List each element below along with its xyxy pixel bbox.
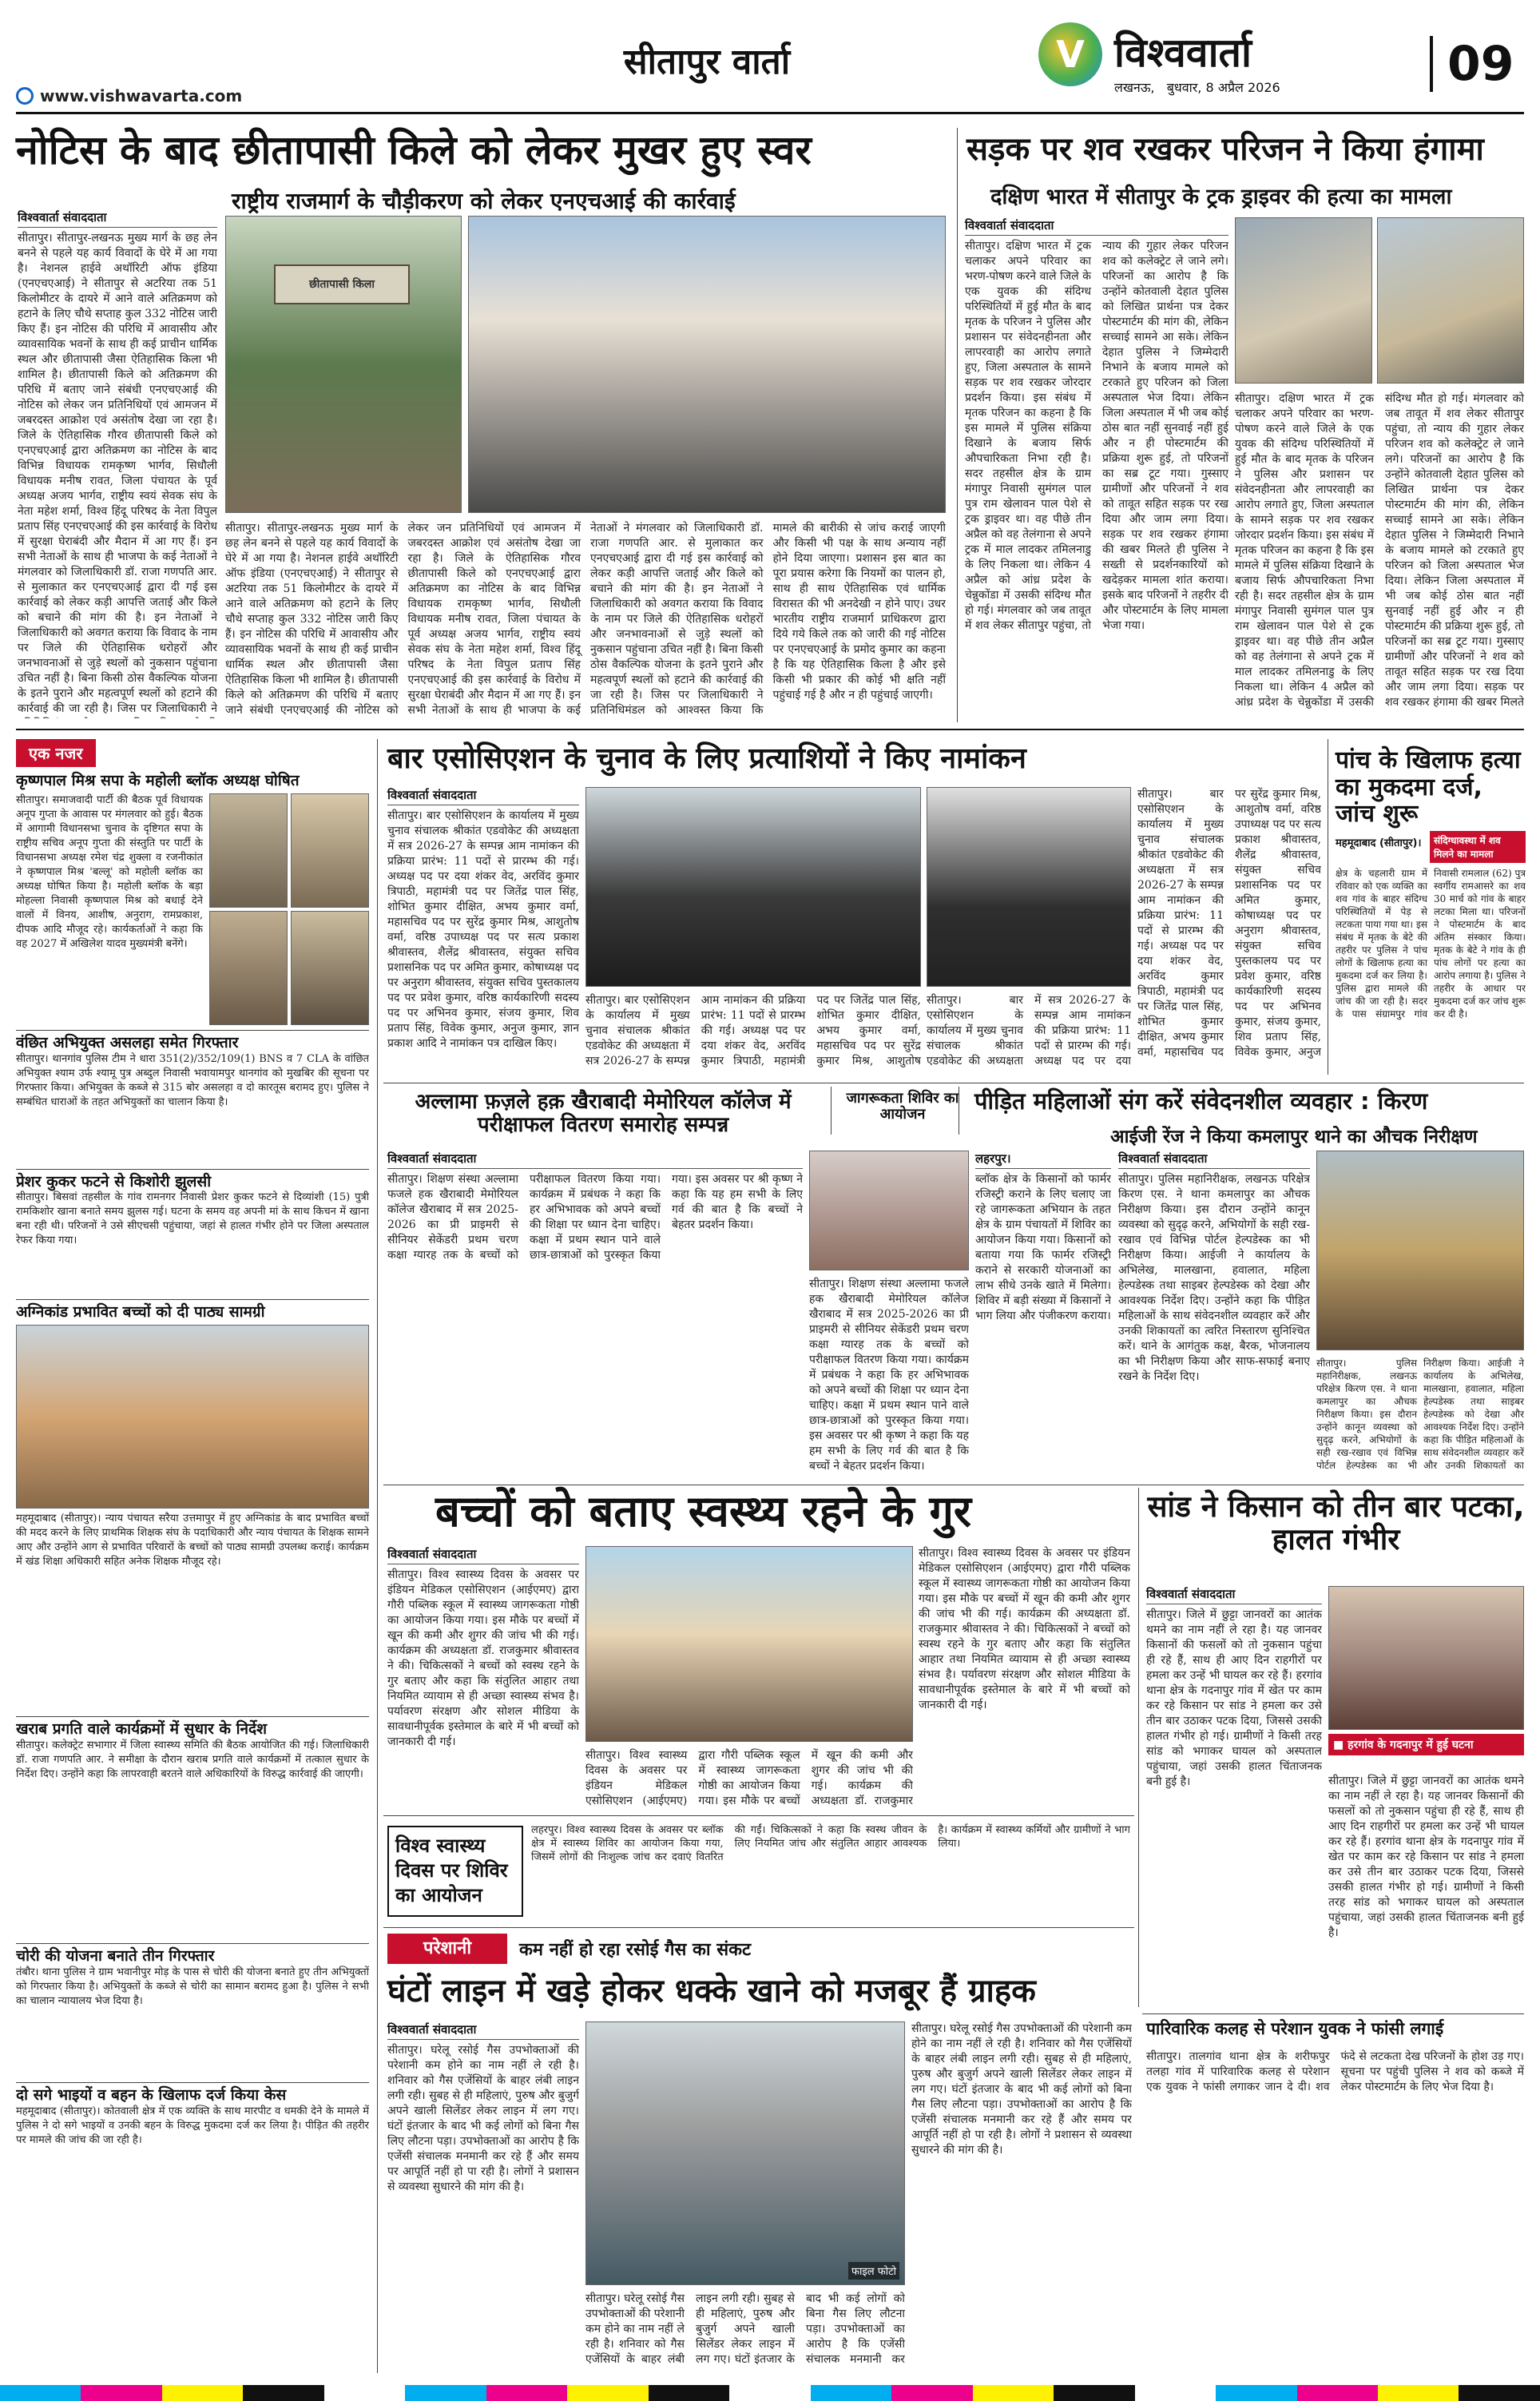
story7-byline: विश्ववार्ता संवाददाता [1118,1151,1310,1169]
story6-text [975,1151,1111,1478]
browser-e-icon [16,87,34,105]
story10-caption-text: हरगांव के गदनापुर में हुई घटना [1348,1739,1474,1751]
story5-body: सीतापुर। शिक्षण संस्था अल्लामा फजले हक खैराबादी मेमोरियल कॉलेज खैराबाद में सत्र 2025-2026 का प्री प्राइमरी से सीनियर सेकेंडरी प्रथम चरण कक्षा ग्यारह तक के बच्चों को परीक्षाफल वितरण किया गया। कार्यक्रम में प्रबंधक ने कहा कि हर अभिभावक को अपने बच्चों की शिक्षा पर ध्यान देना चाहिए। कक्षा में प्रथम स्थान पाने वाले छात्र-छात्राओं को पुरस्कृत किया गया। इस अवसर पर श्री कृष्ण ने कहा कि यह हम सभी के लिए गर्व की बात है कि बच्चों ने बेहतर प्रदर्शन किया। [387,1173,803,1262]
story1-text-left [18,209,217,721]
story12-body-right: सीतापुर। घरेलू रसोई गैस उपभोक्ताओं की परेशानी कम होने का नाम नहीं ले रही है। शनिवार को गैस एजेंसियों के बाहर लंबी लाइन लगी रही। सुबह से ही महिलाएं, पुरुष और बुजुर्ग अपने खाली सिलेंडर लेकर लाइन में लग गए। घंटों इंतजार के बाद भी कई लोगों को बिना गैस लिए लौटना पड़ा। उपभोक्ताओं का आरोप है कि एजेंसी संचालक मनमानी कर रहे हैं और समय पर आपूर्ति नहीं हो पा रही है। लोगों ने प्रशासन से व्यवस्था सुधारने की मांग की है। [911,2022,1132,2157]
story7-body: सीतापुर। पुलिस महानिरीक्षक, लखनऊ परिक्षेत्र किरण एस. ने थाना कमलापुर का औचक निरीक्षण किया। इस दौरान उन्होंने कानून व्यवस्था को सुदृढ़ करने, अभियोगों के सही रख-रखाव एवं विभिन्न पोर्टल हेल्पडेस्क का भी निरीक्षण किया। आईजी ने कार्यालय के अभिलेख, मालखाना, हवालात, महिला हेल्पडेस्क तथा साइबर हेल्पडेस्क को देखा और आवश्यक निर्देश दिए। उन्होंने कहा कि पीड़ित महिलाओं के साथ संवेदनशील व्यवहार करें और उनकी शिकायतों का त्वरित निस्तारण सुनिश्चित करें। थाने के आगंतुक कक्ष, बैरक, भोजनालय का भी निरीक्षण किया और साफ-सफाई बनाए रखने के निर्देश दिए। [1118,1173,1310,1383]
story5-byline: विश्ववार्ता संवाददाता [387,1151,803,1169]
sidebar-item [16,2086,369,2256]
page-number: 09 [1430,36,1518,92]
sidebar-item-title: खराब प्रगति वाले कार्यक्रमों में सुधार के निर्देश [16,1720,268,1739]
story12-byline: विश्ववार्ता संवाददाता [387,2021,579,2040]
story3-body-bottom: सीतापुर। बार एसोसिएशन के कार्यालय में मुख्य चुनाव संचालक श्रीकांत एडवोकेट की अध्यक्षता में सत्र 2026-27 के सम्पन्न आम नामांकन की प्रक्रिया प्रारंभ: 11 पदों से प्रारम्भ की गई। अध्यक्ष पद पर दया शंकर वेद, अरविंद कुमार त्रिपाठी, महामंत्री पद पर जितेंद्र पाल सिंह, शोभित कुमार दीक्षित, अभय कुमार वर्मा, महासचिव पद पर सुरेंद्र कुमार मिश्र, आशुतोष [585,994,921,1067]
story5-body-right: सीतापुर। शिक्षण संस्था अल्लामा फजले हक खैराबादी मेमोरियल कॉलेज खैराबाद में सत्र 2025-2026 का प्री प्राइमरी से सीनियर सेकेंडरी प्रथम चरण कक्षा ग्यारह तक के बच्चों को परीक्षाफल वितरण किया गया। कार्यक्रम में प्रबंधक ने कहा कि हर अभिभावक को अपने बच्चों की शिक्षा पर ध्यान देना चाहिए। कक्षा में प्रथम स्थान पाने वाले छात्र-छात्राओं को पुरस्कृत किया गया। इस अवसर पर श्री कृष्ण ने कहा कि यह हम सभी के लिए गर्व की बात है कि बच्चों ने बेहतर प्रदर्शन किया। [809,1278,969,1473]
sidebar-item [16,1034,369,1164]
story3-headline: बार एसोसिएशन के चुनाव के लिए प्रत्याशियों ने किए नामांकन [387,742,1026,775]
sidebar-item-text: महमूदाबाद (सीतापुर)। न्याय पंचायत सरैया उत्तमापुर में हुए अग्निकांड के बाद प्रभावित बच्चों की मदद करने के लिए प्राथमिक शिक्षक संघ के पदाधिकारी और न्याय पंचायत के शिक्षक सामने आए और उन्होंने आग से प्रभावित परिवारों के बच्चों को पाठ्य सामग्री उपलब्ध कराई। कार्यक्रम में खंड शिक्षा अधिकारी सहित अनेक शिक्षक मौजूद रहे। [16,1513,369,1568]
sidebar-item-text: सीतापुर। बिसवां तहसील के गांव रामनगर निवासी प्रेशर कुकर फटने से दिव्यांशी (15) पुत्री रामकिशोर खाना बनाते समय झुलस गई। घटना के समय वह अपनी मां के साथ किचन में खाना बना रही थी। परिजनों ने उसे सीएचसी पहुंचाया, जहां से हालत गंभीर होने पर जिला अस्पताल रेफर किया गया। [16,1191,369,1247]
cmyk-bar [0,2385,1540,2401]
story7-body-right: सीतापुर। पुलिस महानिरीक्षक, लखनऊ परिक्षेत्र किरण एस. ने थाना कमलापुर का औचक निरीक्षण किया। इस दौरान उन्होंने कानून व्यवस्था को सुदृढ़ करने, अभियोगों के सही रख-रखाव एवं विभिन्न पोर्टल हेल्पडेस्क का भी निरीक्षण किया। आईजी ने कार्यालय के अभिलेख, मालखाना, हवालात, महिला हेल्पडेस्क तथा साइबर हेल्पडेस्क को देखा और आवश्यक निर्देश दिए। उन्होंने कहा कि पीड़ित महिलाओं के साथ संवेदनशील व्यवहार करें और उनकी शिकायतों का [1316,1358,1524,1471]
story7-headline: पीड़ित महिलाओं संग करें संवेदनशील व्यवहार : किरण [974,1087,1428,1115]
story2-text [965,217,1228,721]
story8-body-right: सीतापुर। विश्व स्वास्थ्य दिवस के अवसर पर इंडियन मेडिकल एसोसिएशन (आईएमए) द्वारा गौरी पब्लिक स्कूल में स्वास्थ्य जागरूकता गोष्ठी का आयोजन किया गया। इस मौके पर बच्चों में खून की कमी और शुगर की जांच भी की गई। कार्यक्रम की अध्यक्षता डॉ. राजकुमार श्रीवास्तव ने की। चिकित्सकों ने बच्चों को स्वस्थ रहने के गुर बताए और कहा कि संतुलित आहार तथा नियमित व्यायाम से ही अच्छा स्वास्थ्य संभव है। पर्यावरण संरक्षण और सोशल मीडिया के सावधानीपूर्वक इस्तेमाल के बारे में भी बच्चों को जानकारी दी गई। [919,1547,1130,1711]
story7-photo [1316,1151,1524,1350]
story10-byline: विश्ववार्ता संवाददाता [1146,1586,1322,1604]
story9-label: विश्व स्वास्थ्य दिवस पर शिविर का आयोजन [387,1826,523,1917]
story8-byline: विश्ववार्ता संवाददाता [387,1546,579,1564]
sidebar-item [16,1947,369,2077]
sidebar-item-title: दो सगे भाइयों व बहन के खिलाफ दर्ज किया केस [16,2085,287,2104]
story5-headline: अल्लामा फ़ज़ले हक़ खैराबादी मेमोरियल कॉलेज में परीक्षाफल वितरण समारोह सम्पन्न [415,1090,792,1138]
story8-body-bottom: सीतापुर। विश्व स्वास्थ्य दिवस के अवसर पर इंडियन मेडिकल एसोसिएशन (आईएमए) द्वारा गौरी पब्लिक स्कूल में स्वास्थ्य जागरूकता गोष्ठी का आयोजन किया गया। इस मौके पर बच्चों में खून की कमी और शुगर की जांच भी की गई। कार्यक्रम की अध्यक्षता डॉ. राजकुमार [585,1749,913,1807]
story10-caption [1328,1734,1524,1755]
story3-photo [585,787,921,987]
story7-subhead: आईजी रेंज ने किया कमलापुर थाने का औचक निरीक्षण [1110,1127,1478,1147]
story8-body: सीतापुर। विश्व स्वास्थ्य दिवस के अवसर पर इंडियन मेडिकल एसोसिएशन (आईएमए) द्वारा गौरी पब्लिक स्कूल में स्वास्थ्य जागरूकता गोष्ठी का आयोजन किया गया। इस मौके पर बच्चों में खून की कमी और शुगर की जांच भी की गई। कार्यक्रम की अध्यक्षता डॉ. राजकुमार श्रीवास्तव ने की। चिकित्सकों ने बच्चों को स्वस्थ रहने के गुर बताए और कहा कि संतुलित आहार तथा नियमित व्यायाम से ही अच्छा स्वास्थ्य संभव है। पर्यावरण संरक्षण और सोशल मीडिया के सावधानीपूर्वक इस्तेमाल के बारे में भी बच्चों को जानकारी दी गई। [387,1568,579,1748]
fort-sign: छीतापासी किला [274,264,410,304]
story8-photo [585,1546,913,1742]
story2-byline: विश्ववार्ता संवाददाता [965,217,1228,236]
story4-byline: महमूदाबाद (सीतापुर)। [1336,837,1422,849]
story6-byline: लहरपुर। [975,1151,1111,1169]
story6-headline: जागरूकता शिविर का आयोजन [846,1090,959,1123]
story11-headline: पारिवारिक कलह से परेशान युवक ने फांसी लगाई [1146,2019,1444,2038]
story7-text [1118,1151,1310,1478]
sidebar-item-title: प्रेशर कुकर फटने से किशोरी झुलसी [16,1172,212,1191]
story12-headline: घंटों लाइन में खड़े होकर धक्के खाने को मजबूर हैं ग्राहक [387,1973,1036,2009]
story10-text [1146,1586,1322,2009]
story3-byline: विश्ववार्ता संवाददाता [387,787,579,805]
sidebar-item [16,1173,369,1295]
story1-headline: नोटिस के बाद छीतापासी किले को लेकर मुखर हुए स्वर [16,127,812,173]
story3-photo-2 [927,787,1131,987]
caption-bullet-icon: ■ [1333,1739,1348,1751]
story10-headline: सांड ने किसान को तीन बार पटका, हालत गंभीर [1147,1489,1525,1557]
story2-photo-2 [1377,217,1524,384]
sidebar-item-title: कृष्णपाल मिश्र सपा के महोली ब्लॉक अध्यक्ष घोषित [16,772,300,789]
story5-text [387,1151,803,1478]
story12-body-bottom: सीतापुर। घरेलू रसोई गैस उपभोक्ताओं की परेशानी कम होने का नाम नहीं ले रही है। शनिवार को गैस एजेंसियों के बाहर लंबी लाइन लगी रही। सुबह से ही महिलाएं, पुरुष और बुजुर्ग अपने खाली सिलेंडर लेकर लाइन में लग गए। घंटों इंतजार के बाद भी कई लोगों को बिना गैस लिए लौटना पड़ा। उपभोक्ताओं का आरोप है कि एजेंसी संचालक मनमानी कर [585,2292,905,2366]
brand-logo: V [1038,22,1102,86]
story1-subhead: राष्ट्रीय राजमार्ग के चौड़ीकरण को लेकर एनएचआई की कार्रवाई [232,188,736,214]
story1-body-bottom: सीतापुर। सीतापुर-लखनऊ मुख्य मार्ग के छह लेन बनने से पहले यह कार्य विवादों के घेरे में आ गया है। नेशनल हाईवे अथॉरिटी ऑफ इंडिया (एनएचएआई) ने सीतापुर से अटरिया तक 51 किलोमीटर के दायरे में आने वाले अतिक्रमण को हटाने के लिए चौथे सप्ताह कुल 332 नोटिस जारी किए हैं। इन नोटिस की परिधि में आवासीय और व्यावसायिक भवनों के साथ ही कई प्राचीन धार्मिक स्थल और छीतापासी जैसा ऐतिहासिक किला भी शामिल है। छीतापासी किले को अतिक्रमण की परिधि में बताए जाने संबंधी एनएचएआई की नोटिस को लेकर जन प्रतिनिधियों एवं आमजन में जबरदस्त आक्रोश एवं असंतोष देखा जा रहा है। जिले के ऐतिहासिक गौरव छीतापासी किले को एनएचएआई द्वारा अतिक्रमण का नोटिस के बाद विभिन्न विधायक रामकृष्ण भार्गव, सिधौली विधायक मनीष रावत, जिला पंचायत के पूर्व अध्यक्ष अजय भार्गव, राष्ट्रीय स्वयं सेवक संघ के नेता महेश शर्मा, विश्व हिंदू परिषद के नेता विपुल प्रताप सिंह एनएचएआई की इस कार्रवाई के विरोध में सुरक्षा घेराबंदी और मैदान में आ गए हैं। इन सभी नेताओं के साथ ही भाजपा के कई नेताओं ने मंगलवार को जिलाधिकारी डॉ. राजा गणपति आर. से मुलाकात कर एनएचएआई द्वारा दी गई इस कार्रवाई को लेकर कड़ी आपत्ति जताई और किले को बचाने की मांग की है। इन नेताओं ने जिलाधिकारी को अवगत कराया कि विवाद के नाम पर जिले की ऐतिहासिक धरोहरों और जनभावनाओं से जुड़े स्थलों को नुकसान पहुंचाना उचित नहीं है। बिना किसी ठोस वैकल्पिक योजना के इतने पुराने और महत्वपूर्ण स्थलों को हटाने की कार्रवाई की जा रही है। जिस पर जिलाधिकारी ने प्रतिनिधिमंडल को आश्वस्त किया कि मामले की बारीकी से जांच कराई जाएगी और किसी भी पक्ष के साथ अन्याय नहीं होने दिया जाएगा। प्रशासन इस बात का पूरा प्रयास करेगा कि नियमों का पालन हो, साथ ही साथ ऐतिहासिक एवं धार्मिक विरासत की भी अनदेखी न होने पाए। उधर भारतीय राष्ट्रीय राजमार्ग प्राधिकरण द्वारा दिये गये किले तक को जारी की गई नोटिस पर एनएचएआई के प्रमोद कुमार का कहना है कि यह ऐतिहासिक किला है और इसे किसी भी प्रकार की कोई भी क्षति नहीं पहुंचाई गई है और न ही पहुंचाई जाएगी। [225,522,946,717]
story1-photo-fort [225,216,462,513]
story2-body: सीतापुर। दक्षिण भारत में ट्रक चलाकर अपने परिवार का भरण-पोषण करने वाले जिले के एक युवक की संदिग्ध परिस्थितियों में हुई मौत के बाद मृतक के परिजन ने पुलिस और प्रशासन पर संवेदनहीनता और लापरवाही का आरोप लगाते हुए, जिला अस्पताल के सामने सड़क पर शव रखकर जोरदार प्रदर्शन किया। इस संबंध में मृतक परिजन का कहना है कि इस मामले में पुलिस संक्रिया दिखाने के बजाय सिर्फ औपचारिकता निभा रही है। सदर तहसील क्षेत्र के ग्राम मंगापुर निवासी सुमंगल पाल पुत्र राम खेलावन पाल पेशे से ट्रक ड्राइवर था। वह पीछे तीन अप्रैल को वह तेलंगाना से अपने ट्रक में माल लादकर तमिलनाडु के लिए निकला था। लेकिन 4 अप्रैल को आंध्र प्रदेश के चेन्नुकोंडा में उसकी संदिग्ध मौत हो गई। मंगलवार को जब तावूत में शव लेकर सीतापुर पहुंचा, तो न्याय की गुहार लेकर परिजन शव को कलेक्ट्रेट ले जाने लगे। परिजनों का आरोप है कि उन्होंने कोतवाली देहात पुलिस को लिखित प्रार्थना पत्र देकर पोस्टमार्टम की मांग की, लेकिन सच्चाई सामने आ सके। लेकिन देहात पुलिस ने जिम्मेदारी निभाने के बजाय मामले को टरकाते हुए परिजन को जिला अस्पताल भेज दिया। लेकिन जिला अस्पताल में भी जब कोई ठोस बात नहीं सुनवाई नहीं हुई और न ही पोस्टमार्टम की प्रक्रिया शुरू हुई, तो परिजनों का सब्र टूट गया। गुस्साए ग्रामीणों और परिजनों ने शव को तावूत सहित सड़क पर रख दिया और जाम लगा दिया। सड़क पर शव रखकर हंगामा की खबर मिलते ही पुलिस ने सख्ती से प्रदर्शनकारियों को खदेड़कर मामला शांत कराया। इसके बाद परिजनों ने तहरीर दी और पोस्टमार्टम के लिए मामला भेजा गया। [965,240,1228,632]
sidebar-photo-children [16,1325,369,1509]
story3-body-right: सीतापुर। बार एसोसिएशन के कार्यालय में मुख्य चुनाव संचालक श्रीकांत एडवोकेट की अध्यक्षता में सत्र 2026-27 के सम्पन्न आम नामांकन की प्रक्रिया प्रारंभ: 11 पदों से प्रारम्भ की गई। अध्यक्ष पद पर दया [927,994,1131,1067]
story12-photo-caption: फाइल फोटो [848,2262,899,2280]
section-title: सीतापुर वार्ता [623,42,791,82]
sidebar-item-title: अग्निकांड प्रभावित बच्चों को दी पाठ्य सामग्री [16,1303,265,1322]
sidebar-item [16,772,369,1025]
story3-text [387,787,579,1075]
story12-body: सीतापुर। घरेलू रसोई गैस उपभोक्ताओं की परेशानी कम होने का नाम नहीं ले रही है। शनिवार को गैस एजेंसियों के बाहर लंबी लाइन लगी रही। सुबह से ही महिलाएं, पुरुष और बुजुर्ग अपने खाली सिलेंडर लेकर लाइन में लग गए। घंटों इंतजार के बाद भी कई लोगों को बिना गैस लिए लौटना पड़ा। उपभोक्ताओं का आरोप है कि एजेंसी संचालक मनमानी कर रहे हैं और समय पर आपूर्ति नहीं हो पा रही है। लोगों ने प्रशासन से व्यवस्था सुधारने की मांग की है। [387,2044,579,2193]
story4-tag: संदिग्धावस्था में शव मिलने का मामला [1430,831,1526,863]
story2-body-bottom: सीतापुर। दक्षिण भारत में ट्रक चलाकर अपने परिवार का भरण-पोषण करने वाले जिले के एक युवक की संदिग्ध परिस्थितियों में हुई मौत के बाद मृतक के परिजन ने पुलिस और प्रशासन पर संवेदनहीनता और लापरवाही का आरोप लगाते हुए, जिला अस्पताल के सामने सड़क पर शव रखकर जोरदार प्रदर्शन किया। इस संबंध में मृतक परिजन का कहना है कि इस मामले में पुलिस संक्रिया दिखाने के बजाय सिर्फ औपचारिकता निभा रही है। सदर तहसील क्षेत्र के ग्राम मंगापुर निवासी सुमंगल पाल पुत्र राम खेलावन पाल पेशे से ट्रक ड्राइवर था। वह पीछे तीन अप्रैल को वह तेलंगाना से अपने ट्रक में माल लादकर तमिलनाडु के लिए निकला था। लेकिन 4 अप्रैल को आंध्र प्रदेश के चेन्नुकोंडा में उसकी संदिग्ध मौत हो गई। मंगलवार को जब तावूत में शव लेकर सीतापुर पहुंचा, तो न्याय की गुहार लेकर परिजन शव को कलेक्ट्रेट ले जाने लगे। परिजनों का आरोप है कि उन्होंने कोतवाली देहात पुलिस को लिखित प्रार्थना पत्र देकर पोस्टमार्टम की मांग की, लेकिन सच्चाई सामने आ सके। लेकिन देहात पुलिस ने जिम्मेदारी निभाने के बजाय मामले को टरकाते हुए परिजन को जिला अस्पताल भेज दिया। लेकिन जिला अस्पताल में भी जब कोई ठोस बात नहीं सुनवाई नहीं हुई और न ही पोस्टमार्टम की प्रक्रिया शुरू हुई, तो परिजनों का सब्र टूट गया। गुस्साए ग्रामीणों और परिजनों ने शव को तावूत सहित सड़क पर रख दिया और जाम लगा दिया। सड़क पर शव रखकर हंगामा की खबर मिलते [1235,392,1524,709]
sidebar [16,739,369,2377]
sidebar-item [16,1720,369,1938]
sidebar-item-title: वंछित अभियुक्त असलहा समेत गिरफ्तार [16,1033,239,1051]
story4-body: क्षेत्र के चहलारी ग्राम में रविवार को एक व्यक्ति का शव गांव के बाहर संदिग्ध परिस्थितियों में पेड़ से लटकता पाया गया था। इस संबंध में मृतक के बेटे की तहरीर पर पुलिस ने पांच लोगों के खिलाफ हत्या का मुकदमा दर्ज कर लिया है। पुलिस द्वारा मामले की जांच की जा रही है। सदर के पास संग्रामपुर गांव निवासी रामलाल (62) पुत्र स्वर्गीय रामआसरे का शव 30 मार्च को गांव के बाहर लटका मिला था। परिजनों ने पोस्टमार्टम के बाद अंतिम संस्कार किया। मृतक के बेटे ने गांव के ही पांच लोगों पर हत्या का आरोप लगाया है। पुलिस ने तहरीर के आधार पर मुकदमा दर्ज कर जांच शुरू कर दी है। [1336,868,1526,1020]
story12-text [387,2021,579,2373]
story1-body-left: सीतापुर। सीतापुर-लखनऊ मुख्य मार्ग के छह लेन बनने से पहले यह कार्य विवादों के घेरे में आ गया है। नेशनल हाईवे अथॉरिटी ऑफ इंडिया (एनएचएआई) ने सीतापुर से अटरिया तक 51 किलोमीटर के दायरे में आने वाले अतिक्रमण को हटाने के लिए चौथे सप्ताह कुल 332 नोटिस जारी किए हैं। इन नोटिस की परिधि में आवासीय और व्यावसायिक भवनों के साथ ही कई प्राचीन धार्मिक स्थल और छीतापासी जैसा ऐतिहासिक किला भी शामिल है। छीतापासी किले को अतिक्रमण की परिधि में बताए जाने संबंधी एनएचएआई की नोटिस को लेकर जन प्रतिनिधियों एवं आमजन में जबरदस्त आक्रोश एवं असंतोष देखा जा रहा है। जिले के ऐतिहासिक गौरव छीतापासी किले को एनएचएआई द्वारा अतिक्रमण का नोटिस के बाद विभिन्न विधायक रामकृष्ण भार्गव, सिधौली विधायक मनीष रावत, जिला पंचायत के पूर्व अध्यक्ष अजय भार्गव, राष्ट्रीय स्वयं सेवक संघ के नेता महेश शर्मा, विश्व हिंदू परिषद के नेता विपुल प्रताप सिंह एनएचएआई की इस कार्रवाई के विरोध में सुरक्षा घेराबंदी और मैदान में आ गए हैं। इन सभी नेताओं के साथ ही भाजपा के कई नेताओं ने मंगलवार को जिलाधिकारी डॉ. राजा गणपति आर. से मुलाकात कर एनएचएआई द्वारा दी गई इस कार्रवाई को लेकर कड़ी आपत्ति जताई और किले को बचाने की मांग की है। इन नेताओं ने जिलाधिकारी को अवगत कराया कि विवाद के नाम पर जिले की ऐतिहासिक धरोहरों और जनभावनाओं से जुड़े स्थलों को नुकसान पहुंचाना उचित नहीं है। बिना किसी ठोस वैकल्पिक योजना के इतने पुराने और महत्वपूर्ण स्थलों को हटाने की कार्रवाई की जा रही है। जिस पर जिलाधिकारी ने [18,232,217,715]
story1-byline: विश्ववार्ता संवाददाता [18,209,217,228]
story12-kicker-sub: कम नहीं हो रहा रसोई गैस का संकट [519,1940,752,1960]
sidebar-item-text: सीतापुर। समाजवादी पार्टी की बैठक पूर्व विधायक अनूप गुप्ता के आवास पर मंगलवार को हुई। बैठक में आगामी विधानसभा चुनाव के दृष्टिगत सपा के राष्ट्रीय सचिव अनूप गुप्ता की संस्तुति पर पार्टी के विधानसभा अध्यक्ष रमेश चंद्र शुक्ला व रजनीकांत ने कृष्णपाल मिश्र 'बल्लू' को महोली ब्लॉक का अध्यक्ष घोषित किया है। महोली ब्लॉक के बड़ा मोहल्ला निवासी कृष्णपाल मिश्र को बधाई देने वालों में विनय, आशीष, अनुराग, रामप्रकाश, दीपक आदि मौजूद रहे। कार्यकर्ताओं ने कहा कि वह 2027 में अखिलेश यादव मुख्यमंत्री बनेंगे। [16,793,203,950]
story1-photo-delegation [468,216,946,513]
website-url[interactable]: www.vishwavarta.com [40,86,243,105]
website-bar [0,84,623,108]
story12-kicker: परेशानी [387,1934,507,1964]
story3-body: सीतापुर। बार एसोसिएशन के कार्यालय में मुख्य चुनाव संचालक श्रीकांत एडवोकेट की अध्यक्षता में सत्र 2026-27 के सम्पन्न आम नामांकन की प्रक्रिया प्रारंभ: 11 पदों से प्रारम्भ की गई। अध्यक्ष पद पर दया शंकर वेद, अरविंद कुमार त्रिपाठी, महामंत्री पद पर जितेंद्र पाल सिंह, शोभित कुमार दीक्षित, अभय कुमार वर्मा, महासचिव पद पर सुरेंद्र कुमार मिश्र, आशुतोष वर्मा, वरिष्ठ उपाध्यक्ष पद पर सत्य प्रकाश श्रीवास्तव, शैलेंद्र श्रीवास्तव, संयुक्त सचिव प्रशासनिक पद पर अमित कुमार, कोषाध्यक्ष पद पर अनुराग श्रीवास्तव, संयुक्त सचिव पुस्तकालय पद पर प्रवेश कुमार, वरिष्ठ कार्यकारिणी सदस्य पद पर अभिनव कुमार, संजय कुमार, शिव प्रताप सिंह, विवेक कुमार, अनुज कुमार, ज्ञान प्रकाश आदि ने नामांकन पत्र दाखिल किए। [387,809,579,1050]
story9-body: लहरपुर। विश्व स्वास्थ्य दिवस के अवसर पर ब्लॉक क्षेत्र में स्वास्थ्य शिविर का आयोजन किया गया, जिसमें लोगों की निःशुल्क जांच कर दवाएं वितरित की गईं। चिकित्सकों ने कहा कि स्वस्थ जीवन के लिए नियमित जांच और संतुलित आहार आवश्यक है। कार्यक्रम में स्वास्थ्य कर्मियों और ग्रामीणों ने भाग लिया। [531,1824,1130,1863]
story12-photo [585,2021,905,2285]
sidebar-item-text: तंबौर। थाना पुलिस ने ग्राम भवानीपुर मोड़ के पास से चोरी की योजना बनाते हुए तीन अभियुक्तों को गिरफ्तार किया है। अभियुक्तों के कब्जे से चोरी का सामान बरामद हुआ है। पुलिस ने सभी का चालान न्यायालय भेज दिया है। [16,1966,369,2007]
story10-body-right: सीतापुर। जिले में छुट्टा जानवरों का आतंक थमने का नाम नहीं ले रहा है। यह जानवर किसानों की फसलों को तो नुकसान पहुंचा ही रहे हैं, साथ ही आए दिन राहगीरों पर हमला कर उन्हें भी घायल कर रहे हैं। हरगांव थाना क्षेत्र के गदनापुर गांव में खेत पर काम कर रहे किसान पर सांड ने हमला कर उसे तीन बार उठाकर पटक दिया, जिससे उसकी हालत गंभीर हो गई। ग्रामीणों ने किसी तरह सांड को भगाकर घायल को अस्पताल पहुंचाया, जहां उसकी हालत चिंताजनक बनी हुई है। [1328,1775,1524,1939]
dateline: लखनऊ, बुधवार, 8 अप्रैल 2026 [1114,80,1280,95]
masthead [0,0,1540,120]
sidebar-item-text: सीतापुर। थानगांव पुलिस टीम ने धारा 351(2)/352/109(1) BNS व 7 CLA के वांछित अभियुक्त श्याम उर्फ श्यामू पुत्र अब्दुल निवासी भवायामपुर थानगांव को मुखबिर की सूचना पर गिरफ्तार किया। अभियुक्त के कब्जे से 315 बोर असलहा व दो कारतूस बरामद हुए। पुलिस ने सम्बंधित धाराओं के तहत अभियुक्तों का चालान किया है। [16,1052,369,1108]
sidebar-tag: एक नजर [16,739,96,767]
story8-text [387,1546,579,1810]
sidebar-item-text: सीतापुर। कलेक्ट्रेट सभागार में जिला स्वास्थ्य समिति की बैठक आयोजित की गई। जिलाधिकारी डॉ. राजा गणपति आर. ने समीक्षा के दौरान खराब प्रगति वाले कार्यक्रमों में तत्काल सुधार के निर्देश दिए। उन्होंने कहा कि लापरवाही बरतने वाले अधिकारियों के विरुद्ध कार्रवाई की जाएगी। [16,1739,369,1780]
story2-photo-1 [1235,217,1372,384]
story6-body: ब्लॉक क्षेत्र के किसानों को फार्मर रजिस्ट्री कराने के लिए चलाए जा रहे जागरूकता अभियान के तहत क्षेत्र के ग्राम पंचायतों में शिविर का आयोजन किया गया। किसानों को बताया गया कि फार्मर रजिस्ट्री कराने से सरकारी योजनाओं का लाभ सीधे उनके खाते में मिलेगा। शिविर में बड़ी संख्या में किसानों ने भाग लिया और पंजीकरण कराया। [975,1173,1111,1322]
story11-body: सीतापुर। तालगांव थाना क्षेत्र के शरीफपुर तलहा गांव में पारिवारिक कलह से परेशान एक युवक ने फांसी लगाकर जान दे दी। शव फंदे से लटकता देख परिजनों के होश उड़ गए। सूचना पर पहुंची पुलिस ने शव को कब्जे में लेकर पोस्टमार्टम के लिए भेज दिया है। [1146,2050,1524,2093]
sidebar-item-title: चोरी की योजना बनाते तीन गिरफ्तार [16,1946,215,1965]
story5-photo [809,1151,969,1270]
sidebar-photo-grid [209,793,369,1025]
story2-headline: सड़क पर शव रखकर परिजन ने किया हंगामा [966,131,1484,168]
story2-subhead: दक्षिण भारत में सीतापुर के ट्रक ड्राइवर की हत्या का मामला [990,185,1452,209]
sidebar-item [16,1303,369,1711]
brand-name: विश्ववार्ता [1114,30,1252,76]
sidebar-item-text: महमूदाबाद (सीतापुर)। कोतवाली क्षेत्र में एक व्यक्ति के साथ मारपीट व धमकी देने के मामले में पुलिस ने दो सगे भाइयों व उनकी बहन के विरुद्ध मुकदमा दर्ज कर लिया है। पीड़ित की तहरीर पर मामले की जांच की जा रही है। [16,2105,369,2146]
story10-body: सीतापुर। जिले में छुट्टा जानवरों का आतंक थमने का नाम नहीं ले रहा है। यह जानवर किसानों की फसलों को तो नुकसान पहुंचा ही रहे हैं, साथ ही आए दिन राहगीरों पर हमला कर उन्हें भी घायल कर रहे हैं। हरगांव थाना क्षेत्र के गदनापुर गांव में खेत पर काम कर रहे किसान पर सांड ने हमला कर उसे तीन बार उठाकर पटक दिया, जिससे उसकी हालत गंभीर हो गई। ग्रामीणों ने किसी तरह सांड को भगाकर घायल को अस्पताल पहुंचाया, जहां उसकी हालत चिंताजनक बनी हुई है। [1146,1608,1322,1788]
story3-body-far: सीतापुर। बार एसोसिएशन के कार्यालय में मुख्य चुनाव संचालक श्रीकांत एडवोकेट की अध्यक्षता में सत्र 2026-27 के सम्पन्न आम नामांकन की प्रक्रिया प्रारंभ: 11 पदों से प्रारम्भ की गई। अध्यक्ष पद पर दया शंकर वेद, अरविंद कुमार त्रिपाठी, महामंत्री पद पर जितेंद्र पाल सिंह, शोभित कुमार दीक्षित, अभय कुमार वर्मा, महासचिव पद पर सुरेंद्र कुमार मिश्र, आशुतोष वर्मा, वरिष्ठ उपाध्यक्ष पद पर सत्य प्रकाश श्रीवास्तव, शैलेंद्र श्रीवास्तव, संयुक्त सचिव प्रशासनिक पद पर अमित कुमार, कोषाध्यक्ष पद पर अनुराग श्रीवास्तव, संयुक्त सचिव पुस्तकालय पद पर प्रवेश कुमार, वरिष्ठ कार्यकारिणी सदस्य पद पर अभिनव कुमार, संजय कुमार, शिव प्रताप सिंह, विवेक कुमार, अनुज [1137,788,1321,1059]
story4-headline: पांच के खिलाफ हत्या का मुकदमा दर्ज, जांच शुरू [1336,746,1521,829]
story10-photo [1328,1586,1524,1730]
story8-headline: बच्चों को बताए स्वस्थ्य रहने के गुर [435,1486,971,1536]
